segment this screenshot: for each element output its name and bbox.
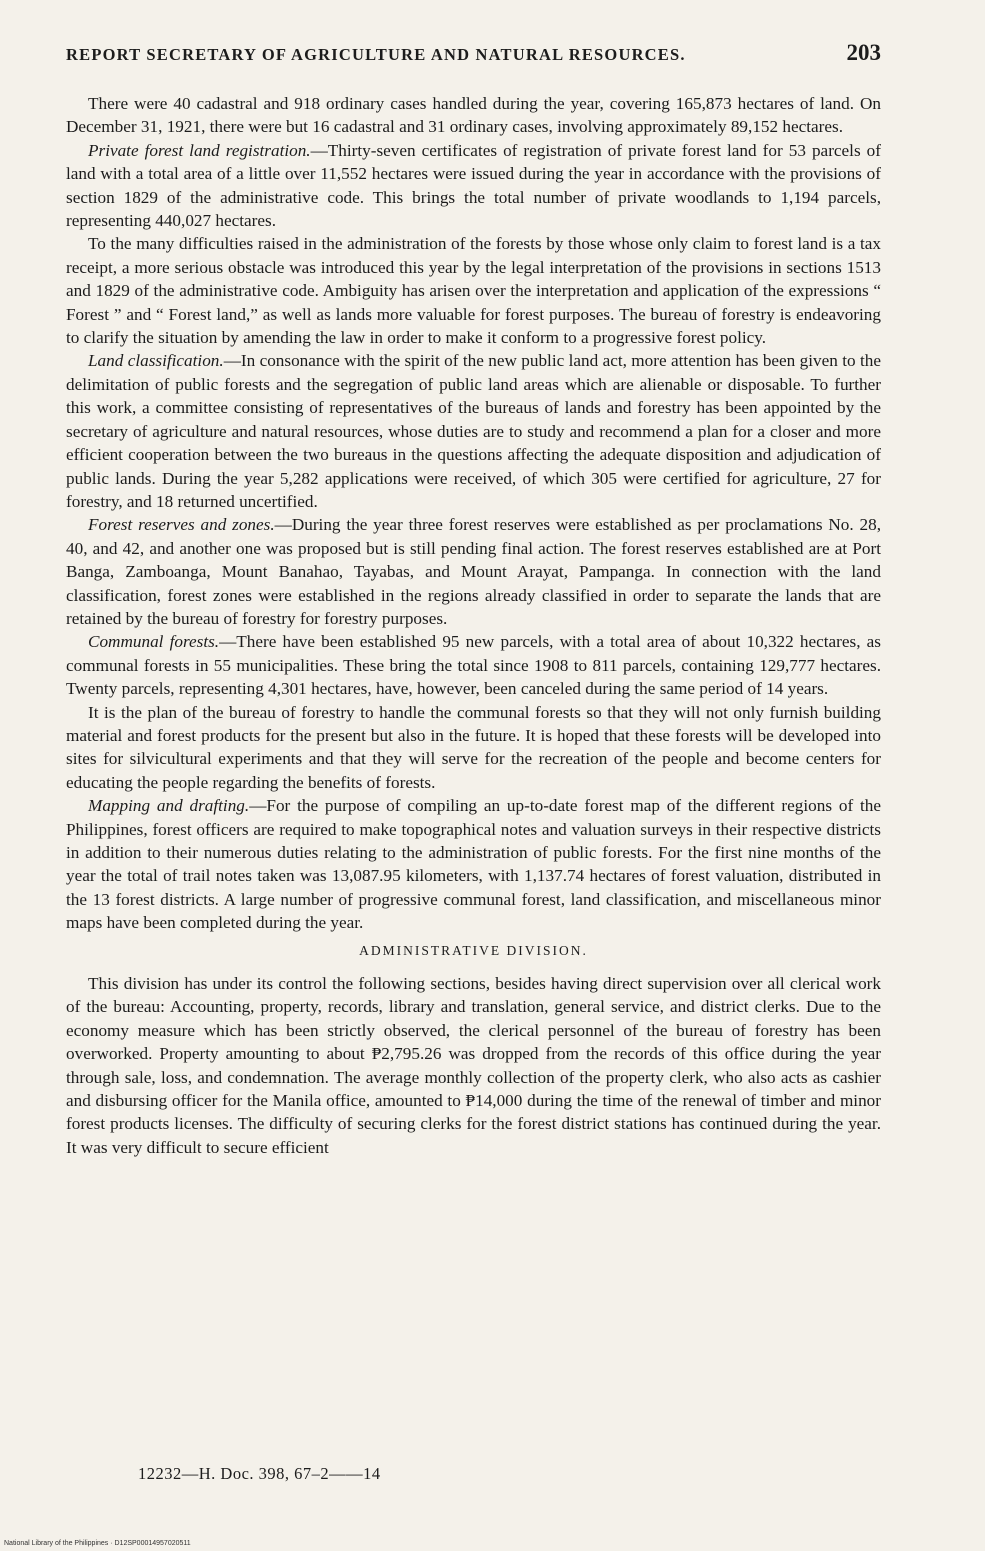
paragraph [66, 794, 881, 934]
paragraph-lead: Forest reserves and zones. [88, 515, 275, 535]
section-paragraph-list [66, 972, 881, 1159]
footer-signature: 12232—H. Doc. 398, 67–2——14 [138, 1464, 381, 1483]
paragraph-lead: Private forest land registration. [88, 140, 311, 160]
paragraph-list [66, 92, 881, 935]
paragraph-text: There were 40 cadastral and 918 ordinary cases handled during the year, covering 165,873 hectares of land. On December 31, 1921, there were but 16 cadastral and 31 ordinary cases, involving approximately 89,152 hectares. [66, 94, 881, 137]
paragraph [66, 701, 881, 795]
paragraph-lead: Communal forests. [88, 632, 220, 652]
paragraph [66, 232, 881, 349]
page-header [66, 40, 881, 66]
paragraph [66, 349, 881, 513]
body-text [66, 92, 881, 1159]
running-head: REPORT SECRETARY OF AGRICULTURE AND NATURAL RESOURCES. [66, 45, 686, 64]
paragraph [66, 972, 881, 1159]
page-number: 203 [846, 40, 881, 65]
paragraph-text: —For the purpose of compiling an up-to-date forest map of the different regions of the Philippines, forest officers are required to make topographical notes and valuation surveys in their respective districts in addition to their numerous duties relating to the administration of public forests. For the first nine months of the year the total of trail notes taken was 13,087.95 kilometers, with 1,137.74 hectares of forest valuation, distributed in the 13 forest districts. A large number of progressive communal forest, land classification, and miscellaneous minor maps have been completed during the year. [66, 796, 882, 933]
paragraph-text: This division has under its control the following sections, besides having direct supervision over all clerical work of the bureau: Accounting, property, records, library and translation, general service, and district clerks. Due to the economy measure which has been strictly observed, the clerical personnel of the bureau of forestry has been overworked. Property amounting to about ₱2,795.26 was dropped from the records of this office during the year through sale, loss, and condemnation. The average monthly collection of the property clerk, who also acts as cashier and disbursing officer for the Manila office, amounted to ₱14,000 during the time of the renewal of timber and minor forest products licenses. The difficulty of securing clerks for the forest district stations has continued during the year. It was very difficult to secure efficient [66, 974, 881, 1157]
paragraph [66, 630, 881, 700]
scan-imprint: National Library of the Philippines · D12SP00014957020511 [4, 1540, 191, 1547]
paragraph [66, 139, 881, 233]
paragraph-lead: Mapping and drafting. [88, 796, 250, 816]
paragraph [66, 92, 881, 139]
paragraph-text: It is the plan of the bureau of forestry to handle the communal forests so that they will not only furnish building material and forest products for the present but also in the future. It is hoped that these forests will be developed into sites for silvicultural experiments and that they will serve for the recreation of the people and become centers for educating the people regarding the benefits of forests. [66, 702, 881, 792]
section-title: ADMINISTRATIVE DIVISION. [359, 942, 588, 958]
paragraph-text: —In consonance with the spirit of the new public land act, more attention has been given to the delimitation of public forests and the segregation of public land areas which are alienable or disposable. To further this work, a committee consisting of representatives of the bureaus of lands and forestry has been appointed by the secretary of agriculture and natural resources, whose duties are to study and recommend a plan for a closer and more efficient cooperation between the two bureaus in the questions affecting the adequate disposition and adjudication of public lands. During the year 5,282 applications were received, of which 305 were certified for agriculture, 27 for forestry, and 18 returned uncertified. [66, 351, 881, 511]
paragraph-text: To the many difficulties raised in the administration of the forests by those whose only claim to forest land is a tax receipt, a more serious obstacle was introduced this year by the legal interpretation of the provisions in sections 1513 and 1829 of the administrative code. Ambiguity has arisen over the interpretation and application of the expressions “ Forest ” and “ Forest land,” as well as lands more valuable for forest purposes. The bureau of forestry is endeavoring to clarify the situation by amending the law in order to make it conform to a progressive forest policy. [66, 234, 881, 348]
paragraph-text: —There have been established 95 new parcels, with a total area of about 10,322 hectares, as communal forests in 55 municipalities. These bring the total since 1908 to 811 parcels, containing 129,777 hectares. Twenty parcels, representing 4,301 hectares, have, however, been canceled during the same period of 14 years. [66, 632, 882, 699]
paragraph [66, 513, 881, 630]
paragraph-text: —Thirty-seven certificates of registration of private forest land for 53 parcels of land with a total area of a little over 11,552 hectares were issued during the year in accordance with the provisions of section 1829 of the administrative code. This brings the total number of private woodlands to 1,194 parcels, representing 440,027 hectares. [66, 140, 881, 231]
paragraph-text: —During the year three forest reserves were established as per proclamations No. 28, 40, and 42, and another one was proposed but is still pending final action. The forest reserves established are at Port Banga, Zamboanga, Mount Banahao, Tayabas, and Mount Arayat, Pampanga. In connection with the land classification, forest zones were established in the regions already classified in order to separate the lands that are retained by the bureau of forestry for forestry purposes. [66, 515, 882, 628]
paragraph-lead: Land classification. [88, 351, 224, 371]
